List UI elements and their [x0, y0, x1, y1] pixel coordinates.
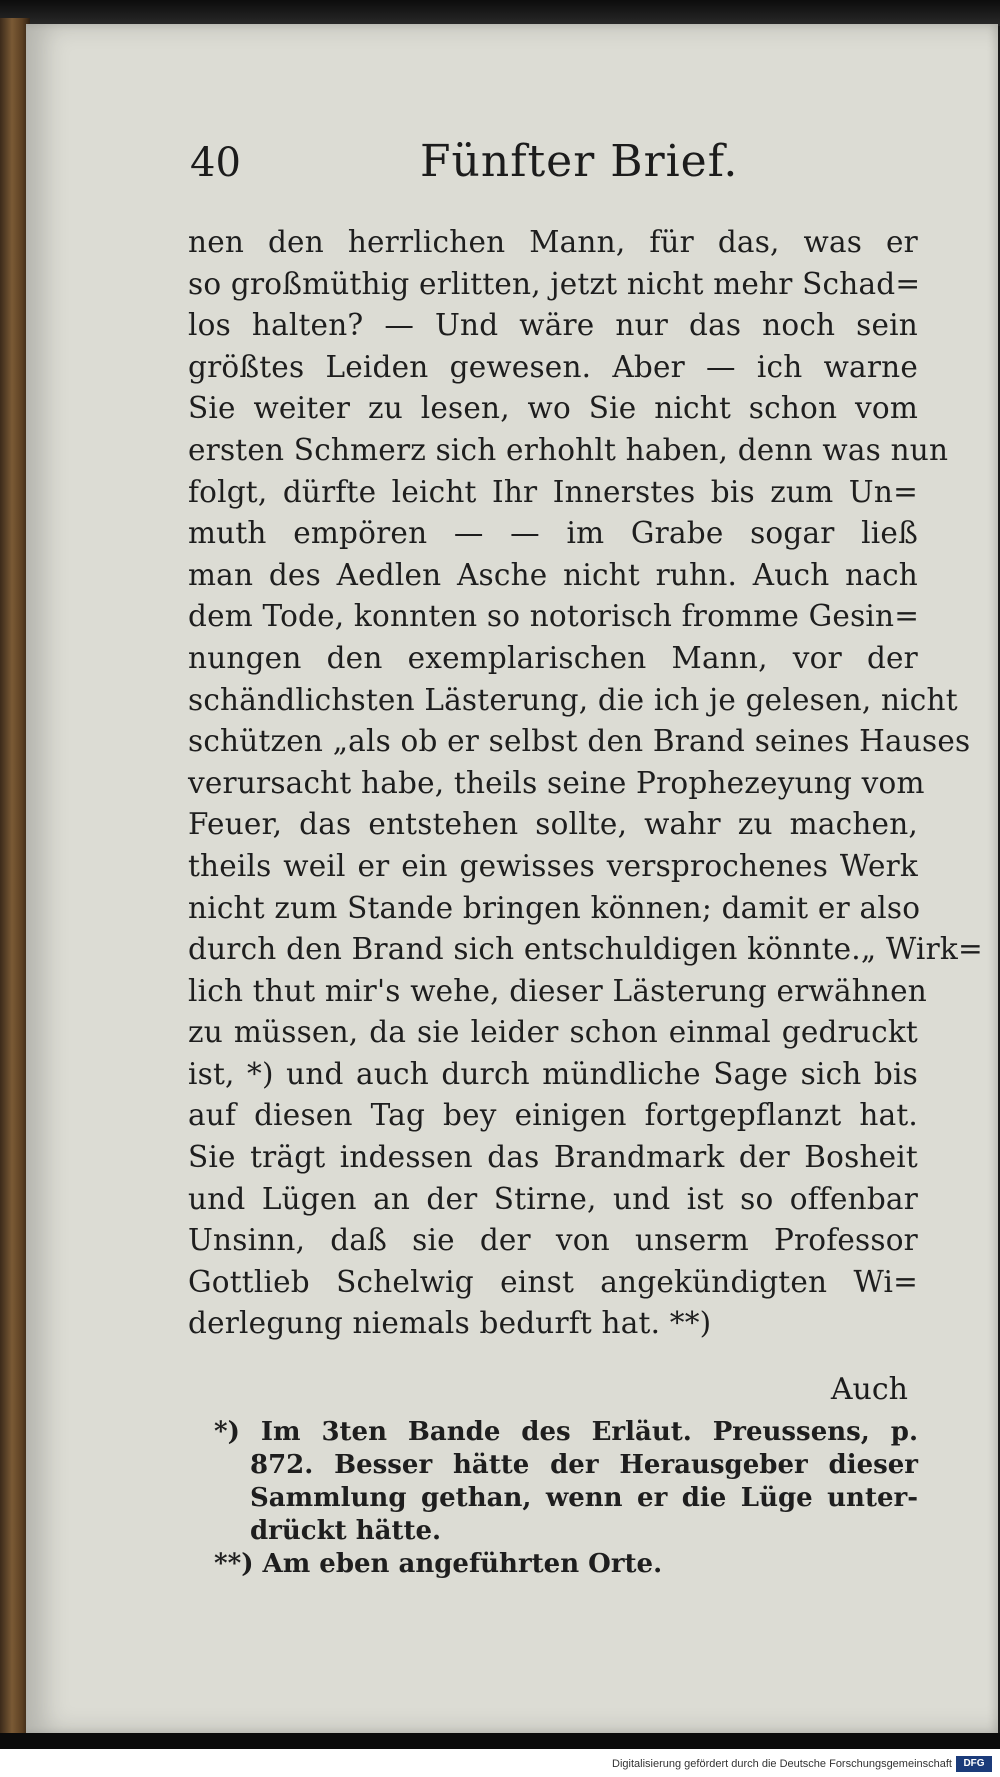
text-line: schützen „als ob er selbst den Brand seines Hauses — [188, 724, 971, 759]
text-line: dem Tode, konnten so notorisch fromme Gesin= — [188, 599, 920, 634]
text-line: folgt, dürfte leicht Ihr Innerstes bis zum Un= — [188, 474, 918, 509]
text-line: Gottlieb Schelwig einst angekündigten Wi= — [188, 1264, 918, 1299]
digitization-credit: Digitalisierung gefördert durch die Deutsche Forschungsgemeinschaft — [612, 1758, 952, 1770]
scanner-bottom-edge — [0, 1733, 1000, 1749]
text-line: los halten? — Und wäre nur das noch sein — [188, 308, 918, 343]
text-line: ist, *) und auch durch mündliche Sage sich bis — [188, 1056, 918, 1091]
text-line: Unsinn, daß sie der von unserm Professor — [188, 1223, 918, 1258]
footnote-1-line: drückt hätte. — [250, 1516, 442, 1546]
footnote-1-line: Sammlung gethan, wenn er die Lüge unter- — [250, 1483, 918, 1513]
text-line: lich thut mir's wehe, dieser Lästerung erwähnen — [188, 973, 928, 1008]
text-line: durch den Brand sich entschuldigen könnte.„ Wirk= — [188, 932, 983, 967]
text-line: Feuer, das entstehen sollte, wahr zu machen, — [188, 807, 918, 842]
footnote-2: **) Am eben angeführten Orte. — [214, 1549, 663, 1579]
text-line: Sie weiter zu lesen, wo Sie nicht schon vom — [188, 391, 918, 426]
dfg-logo: DFG — [956, 1756, 992, 1772]
text-line: zu müssen, da sie leider schon einmal gedruckt — [188, 1015, 918, 1050]
catchword: Auch — [830, 1372, 908, 1407]
text-line: nungen den exemplarischen Mann, vor der — [188, 640, 918, 675]
body-text — [188, 222, 983, 1345]
text-line: man des Aedlen Asche nicht ruhn. Auch nach — [188, 557, 918, 592]
text-line: theils weil er ein gewisses versprochenes Werk — [188, 848, 918, 883]
running-head: Fünfter Brief. — [420, 136, 739, 187]
text-line: schändlichsten Lästerung, die ich je gelesen, nicht — [188, 682, 958, 717]
text-line: muth empören — — im Grabe sogar ließ — [188, 516, 918, 551]
footnote-1-line: *) Im 3ten Bande des Erläut. Preussens, p. — [214, 1417, 918, 1447]
text-line: und Lügen an der Stirne, und ist so offenbar — [188, 1181, 918, 1216]
text-line: derlegung niemals bedurft hat. **) — [188, 1306, 712, 1341]
text-line: größtes Leiden gewesen. Aber — ich warne — [188, 349, 918, 384]
footnote-1-line: 872. Besser hätte der Herausgeber dieser — [250, 1450, 918, 1480]
page-number: 40 — [190, 140, 241, 186]
text-line: verursacht habe, theils seine Prophezeyung vom — [188, 765, 925, 800]
text-line: nen den herrlichen Mann, für das, was er — [188, 225, 918, 259]
scanner-top-edge — [0, 0, 1000, 26]
footnotes — [214, 1416, 918, 1581]
text-line: ersten Schmerz sich erhohlt haben, denn was nun — [188, 432, 949, 467]
text-line: nicht zum Stande bringen können; damit er also — [188, 890, 921, 925]
text-line: auf diesen Tag bey einigen fortgepflanzt hat. — [188, 1098, 918, 1133]
text-line: so großmüthig erlitten, jetzt nicht mehr Schad= — [188, 266, 921, 301]
text-line: Sie trägt indessen das Brandmark der Bosheit — [188, 1140, 918, 1175]
